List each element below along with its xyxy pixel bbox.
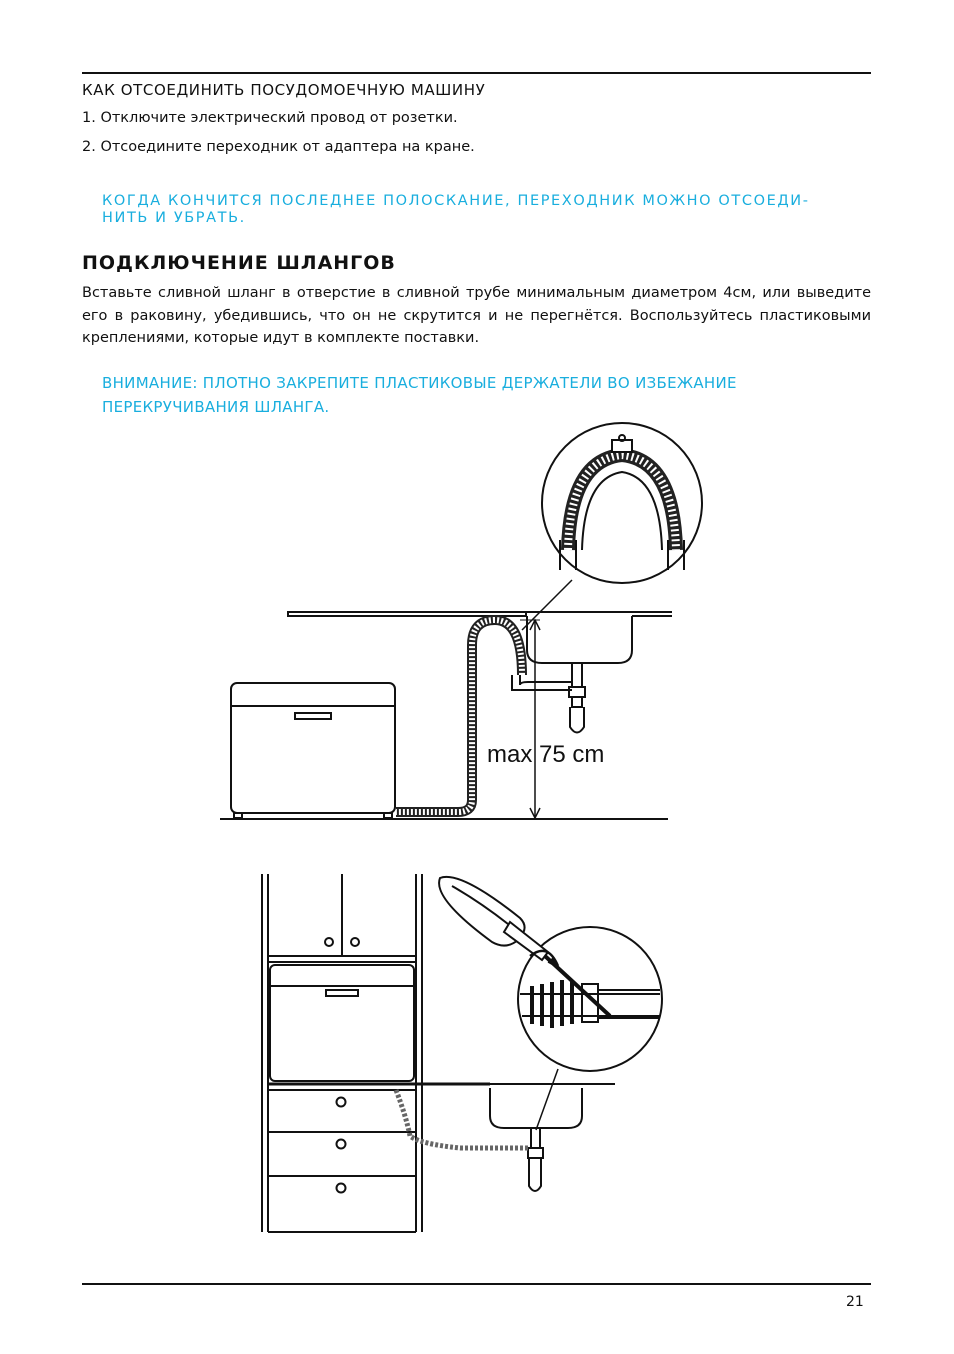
page-number: 21	[846, 1294, 864, 1310]
hoses-paragraph: Вставьте сливной шланг в отверстие в сливной трубе минимальным диаметром 4см, или выведите его в раковину, убедившись, что он не скрутится и не перегнётся. Воспользуйтесь пластиковыми креплениями, которые идут в комплекте поставки.	[82, 285, 871, 346]
rinse-note-line-2: НИТЬ И УБРАТЬ.	[102, 210, 246, 226]
rinse-note	[102, 193, 862, 227]
hose-warning	[102, 371, 862, 419]
drain-hose-illustration	[0, 420, 954, 850]
rinse-note-line-1: КОГДА КОНЧИТСЯ ПОСЛЕДНЕЕ ПОЛОСКАНИЕ, ПЕРЕХОДНИК МОЖНО ОТСОЕДИ-	[102, 193, 810, 209]
top-rule	[82, 72, 871, 74]
section-title: КАК ОТСОЕДИНИТЬ ПОСУДОМОЕЧНУЮ МАШИНУ	[82, 81, 486, 99]
bottom-rule	[82, 1283, 871, 1285]
hoses-heading: ПОДКЛЮЧЕНИЕ ШЛАНГОВ	[82, 252, 396, 274]
kitchen-cabinet	[262, 874, 422, 1232]
step-1: 1. Отключите электрический провод от розетки.	[82, 110, 458, 126]
hose-clamp-illustration	[0, 866, 954, 1256]
dishwasher-unit	[231, 683, 395, 818]
hose-clip-detail-circle	[542, 423, 702, 583]
height-limit-label: max 75 cm	[487, 741, 605, 768]
hose-warning-line-2: ПЕРЕКРУЧИВАНИЯ ШЛАНГА.	[102, 398, 330, 416]
hose-warning-line-1: ВНИМАНИЕ: ПЛОТНО ЗАКРЕПИТЕ ПЛАСТИКОВЫЕ ДЕРЖАТЕЛИ ВО ИЗБЕЖАНИЕ	[102, 374, 737, 392]
step-2: 2. Отсоедините переходник от адаптера на кране.	[82, 139, 475, 155]
built-in-dishwasher	[270, 965, 414, 1081]
